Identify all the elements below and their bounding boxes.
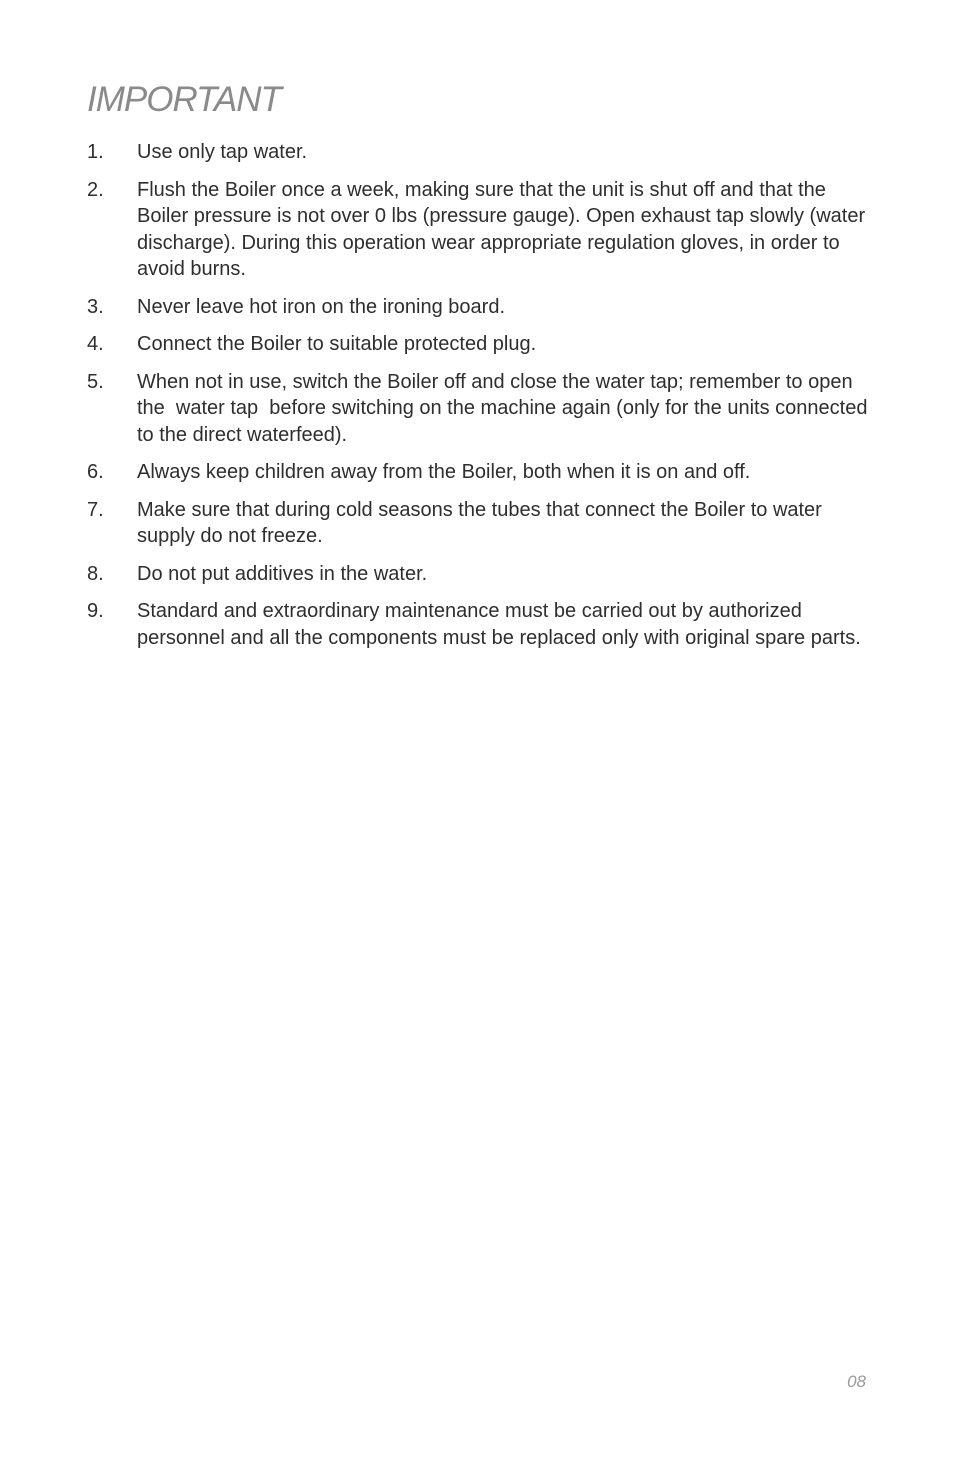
list-item bbox=[87, 561, 877, 588]
item-number: 6. bbox=[87, 461, 104, 483]
item-number: 7. bbox=[87, 498, 104, 521]
item-number: 1. bbox=[87, 141, 104, 163]
item-number: 5. bbox=[87, 370, 104, 393]
item-number: 4. bbox=[87, 333, 104, 355]
list-item bbox=[87, 598, 877, 651]
page-number: 08 bbox=[847, 1372, 866, 1391]
page-title: IMPORTANT bbox=[87, 80, 281, 119]
list-item bbox=[87, 459, 877, 486]
item-text: Standard and extraordinary maintenance must be carried out by authorized personnel and all the components must be replaced only with original spare parts. bbox=[137, 600, 861, 649]
item-number: 8. bbox=[87, 562, 104, 585]
list-item bbox=[87, 497, 877, 550]
item-text: When not in use, switch the Boiler off and close the water tap; remember to open the water tap before switching on the machine again (only for the units connected to the direct waterfeed). bbox=[137, 370, 874, 446]
item-text: Never leave hot iron on the ironing board. bbox=[137, 295, 506, 318]
item-text: Use only tap water. bbox=[137, 141, 308, 163]
item-text: Connect the Boiler to suitable protected plug. bbox=[137, 333, 537, 355]
list-item bbox=[87, 369, 877, 449]
item-text: Always keep children away from the Boiler, both when it is on and off. bbox=[137, 461, 751, 483]
instruction-list bbox=[87, 139, 877, 662]
list-item bbox=[87, 331, 877, 358]
item-text: Do not put additives in the water. bbox=[137, 562, 428, 585]
item-text: Make sure that during cold seasons the tubes that connect the Boiler to water supply do not freeze. bbox=[137, 498, 828, 547]
item-text: Flush the Boiler once a week, making sure that the unit is shut off and that the Boiler pressure is not over 0 lbs (pressure gauge). Open exhaust tap slowly (water discharge). During this operation wear appropriate regulation gloves, in order to avoid burns. bbox=[137, 178, 871, 280]
item-number: 3. bbox=[87, 295, 104, 318]
list-item bbox=[87, 294, 877, 321]
list-item bbox=[87, 139, 877, 166]
list-item bbox=[87, 177, 877, 283]
item-number: 2. bbox=[87, 178, 104, 201]
item-number: 9. bbox=[87, 600, 104, 622]
